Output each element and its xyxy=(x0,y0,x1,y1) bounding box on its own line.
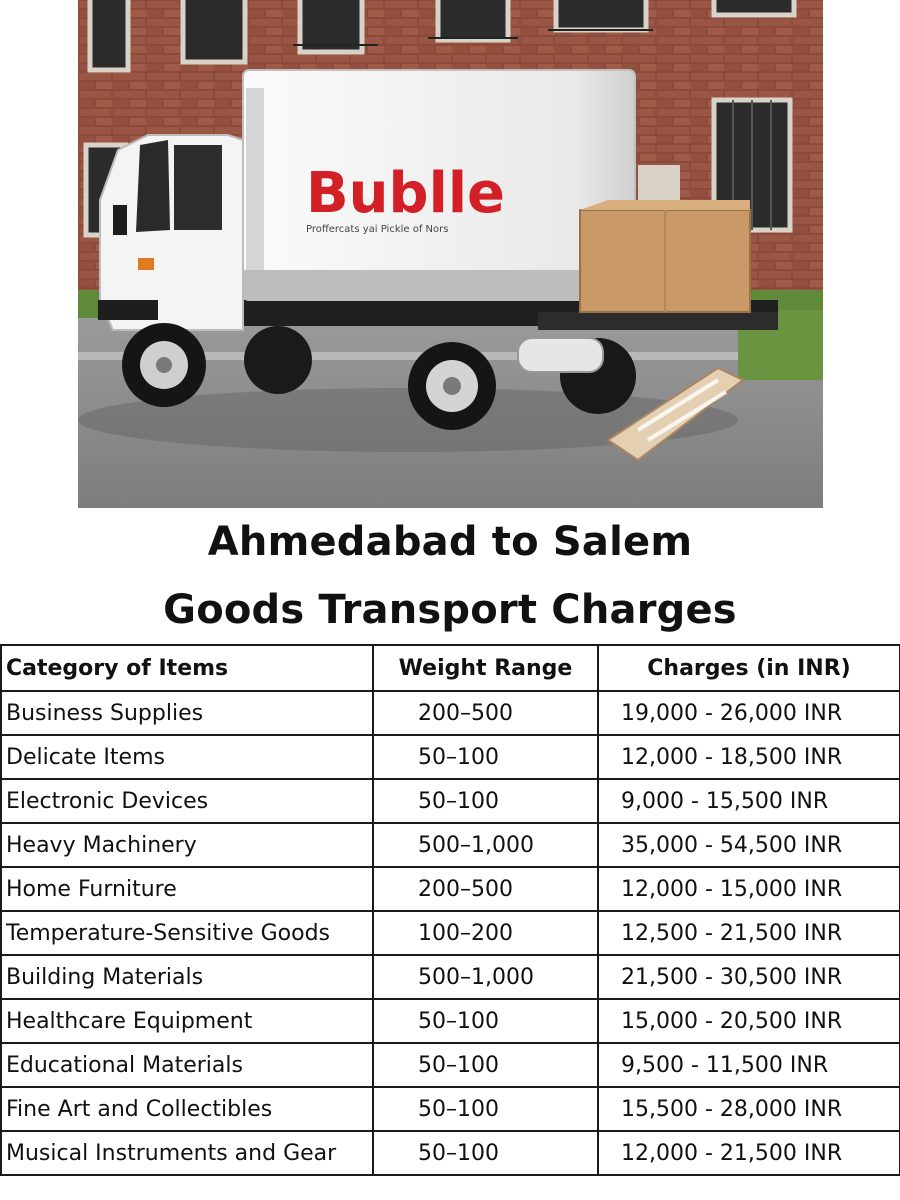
charges-cell: 12,000 - 18,500 INR xyxy=(598,735,900,779)
category-cell: Educational Materials xyxy=(1,1043,373,1087)
table-row xyxy=(1,955,900,999)
category-cell: Musical Instruments and Gear xyxy=(1,1131,373,1175)
weight-cell: 200–500 xyxy=(373,867,598,911)
charges-cell: 12,500 - 21,500 INR xyxy=(598,911,900,955)
charges-cell: 15,500 - 28,000 INR xyxy=(598,1087,900,1131)
column-header-category: Category of Items xyxy=(1,645,373,691)
charges-cell: 12,000 - 21,500 INR xyxy=(598,1131,900,1175)
weight-cell: 200–500 xyxy=(373,691,598,735)
weight-cell: 50–100 xyxy=(373,1043,598,1087)
category-cell: Heavy Machinery xyxy=(1,823,373,867)
table-row xyxy=(1,823,900,867)
table-row xyxy=(1,999,900,1043)
weight-cell: 50–100 xyxy=(373,1131,598,1175)
category-cell: Temperature-Sensitive Goods xyxy=(1,911,373,955)
category-cell: Fine Art and Collectibles xyxy=(1,1087,373,1131)
table-row xyxy=(1,779,900,823)
heading-route: Ahmedabad to Salem xyxy=(207,519,693,565)
category-cell: Building Materials xyxy=(1,955,373,999)
charges-cell: 21,500 - 30,500 INR xyxy=(598,955,900,999)
table-row xyxy=(1,911,900,955)
column-header-charges: Charges (in INR) xyxy=(598,645,900,691)
heading-subtitle: Goods Transport Charges xyxy=(163,587,737,633)
truck-tagline: Proffercats yai Pickle of Nors xyxy=(306,224,449,235)
table-row xyxy=(1,867,900,911)
weight-cell: 50–100 xyxy=(373,999,598,1043)
charges-cell: 19,000 - 26,000 INR xyxy=(598,691,900,735)
category-cell: Home Furniture xyxy=(1,867,373,911)
column-header-weight: Weight Range xyxy=(373,645,598,691)
delivery-truck-illustration xyxy=(78,0,823,508)
table-row xyxy=(1,1087,900,1131)
category-cell: Business Supplies xyxy=(1,691,373,735)
hero-image xyxy=(78,0,823,508)
weight-cell: 500–1,000 xyxy=(373,823,598,867)
charges-cell: 35,000 - 54,500 INR xyxy=(598,823,900,867)
category-cell: Delicate Items xyxy=(1,735,373,779)
weight-cell: 500–1,000 xyxy=(373,955,598,999)
charges-cell: 12,000 - 15,000 INR xyxy=(598,867,900,911)
category-cell: Healthcare Equipment xyxy=(1,999,373,1043)
table-row xyxy=(1,735,900,779)
charges-cell: 9,500 - 11,500 INR xyxy=(598,1043,900,1087)
table-row xyxy=(1,691,900,735)
category-cell: Electronic Devices xyxy=(1,779,373,823)
weight-cell: 100–200 xyxy=(373,911,598,955)
truck-brand-logo: Bublle xyxy=(306,161,506,226)
table-row xyxy=(1,1131,900,1175)
weight-cell: 50–100 xyxy=(373,779,598,823)
table-header-row xyxy=(1,645,900,691)
transport-charges-table xyxy=(0,644,900,1176)
charges-cell: 15,000 - 20,500 INR xyxy=(598,999,900,1043)
weight-cell: 50–100 xyxy=(373,1087,598,1131)
table-row xyxy=(1,1043,900,1087)
page-heading xyxy=(0,514,900,638)
weight-cell: 50–100 xyxy=(373,735,598,779)
charges-cell: 9,000 - 15,500 INR xyxy=(598,779,900,823)
